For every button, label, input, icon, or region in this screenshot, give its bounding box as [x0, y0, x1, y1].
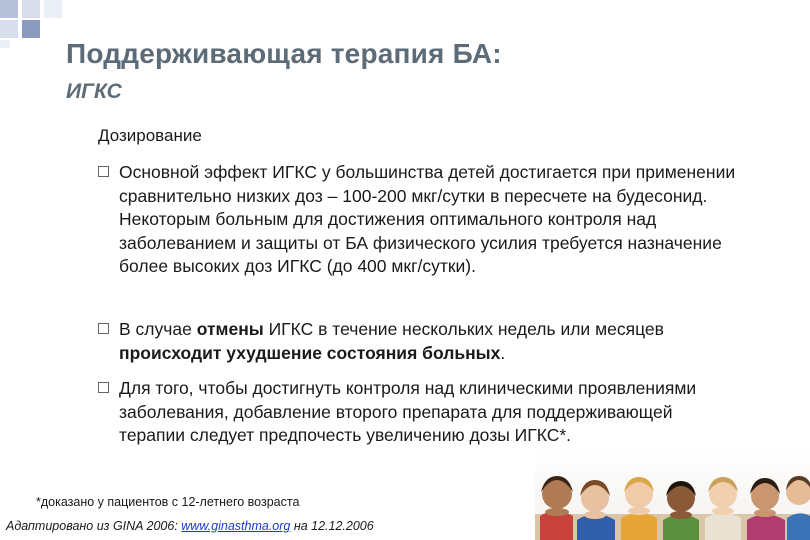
bold-text: происходит ухудшение состояния больных — [119, 342, 501, 363]
bold-text: отмены — [196, 319, 264, 339]
bullet-text: Для того, чтобы достигнуть контроля над клиническими проявлениями заболевания, добавление второго препарата для поддерживающей терапии следует предпочесть увеличению дозы ИГКС*. — [119, 378, 697, 445]
footnote: *доказано у пациентов с 12-летнего возраста — [36, 495, 300, 509]
slide-title: Поддерживающая терапия БА: — [66, 38, 502, 69]
checkbox-square-icon — [98, 166, 109, 177]
children-group-photo — [535, 446, 810, 540]
source-citation: Адаптировано из GINA 2006: www.ginasthma.org на 12.12.2006 — [6, 519, 374, 533]
gina-link[interactable]: www.ginasthma.org — [181, 519, 291, 533]
slide-subtitle: ИГКС — [66, 80, 122, 103]
decorative-squares-icon — [0, 0, 70, 48]
bullet-text: Основной эффект ИГКС у большинства детей достигается при применении сравнительно низких доз – 100-200 мкг/сутки в пересчете на будесонид. Некоторым больным для достижения оптимального контроля над заболеванием и защиты от БА физического усилия требуется назначение более высоких доз ИГКС (до 400 мкг/сутки). — [119, 162, 736, 276]
section-heading: Дозирование — [98, 126, 202, 145]
bullet-text: В случае отмены ИГКС в течение нескольких недель или месяцев происходит ухудшение состояния больных. — [119, 319, 664, 363]
checkbox-square-icon — [98, 382, 109, 393]
checkbox-square-icon — [98, 323, 109, 334]
